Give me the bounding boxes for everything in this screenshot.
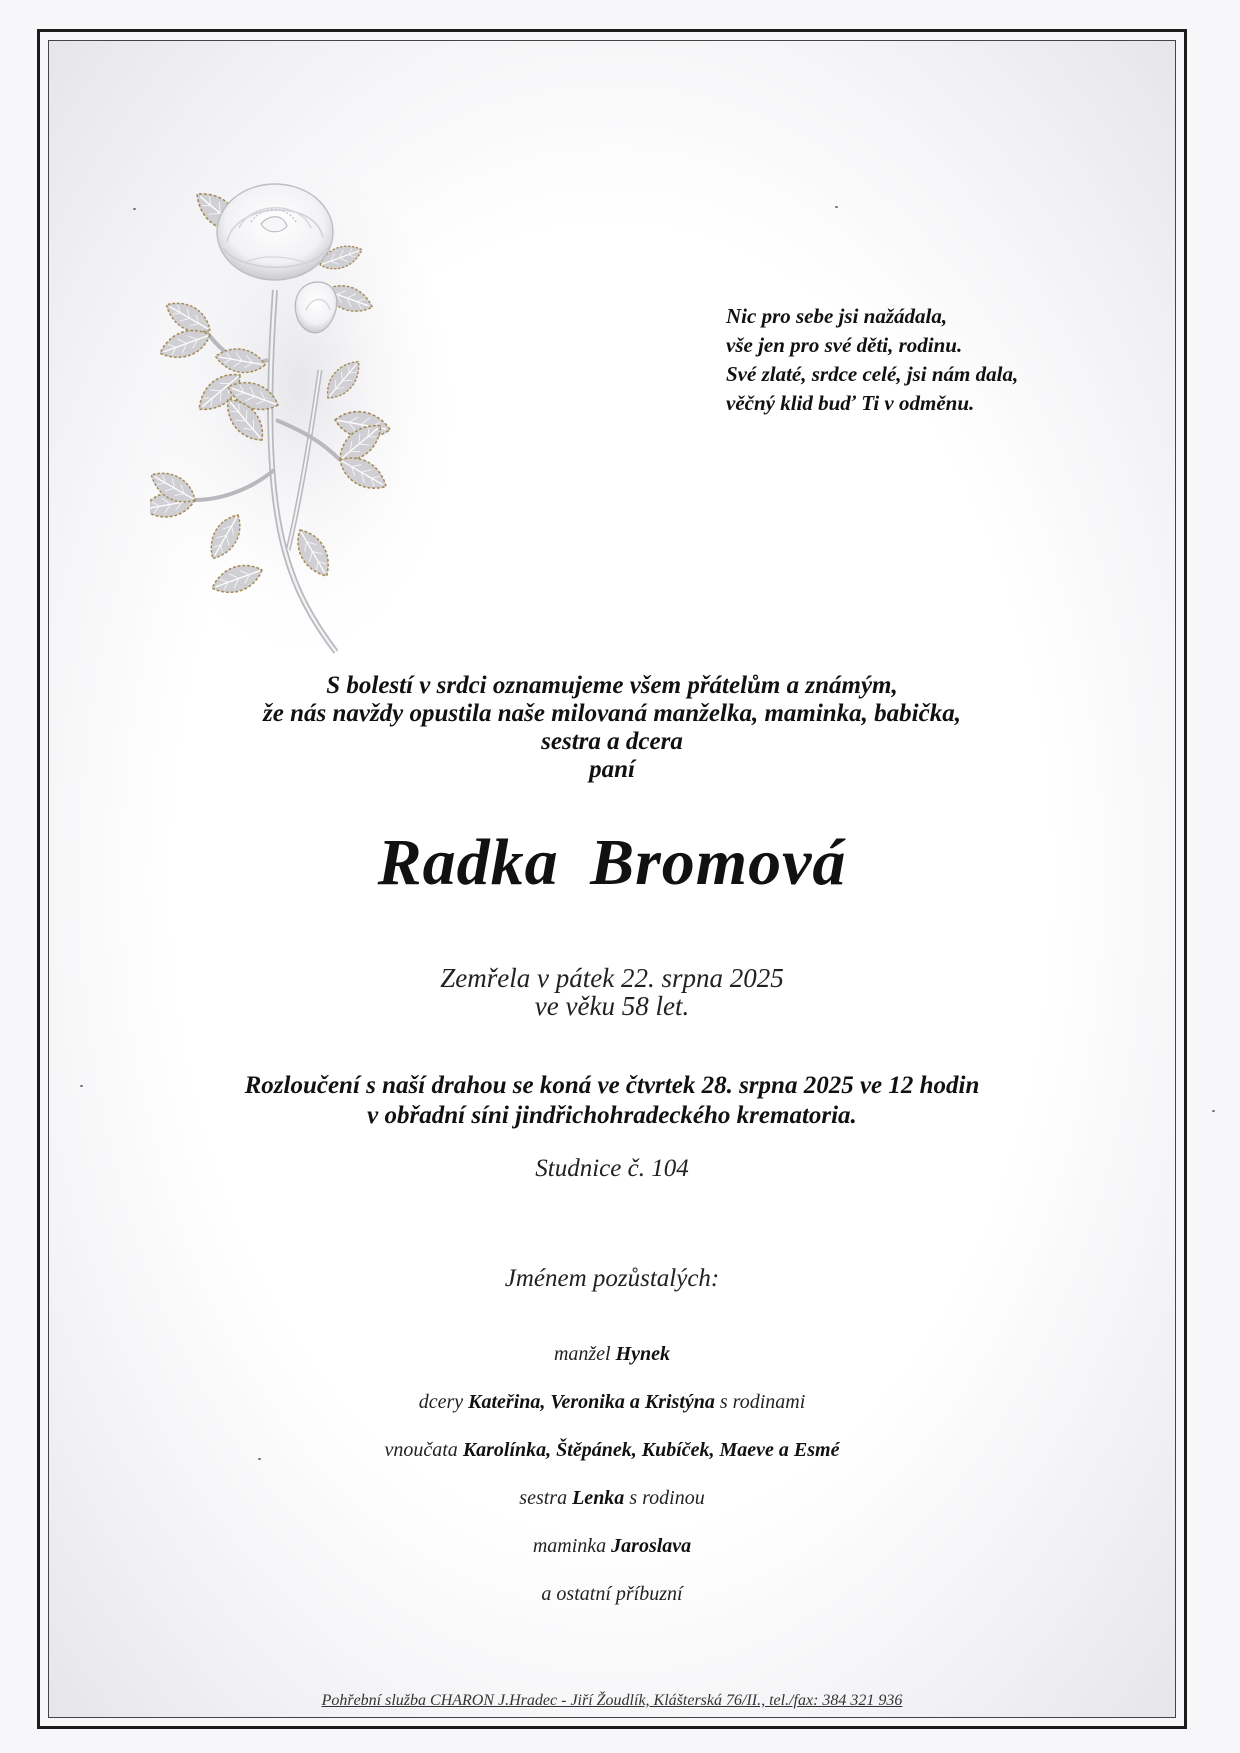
deceased-name: Radka Bromová [377, 826, 847, 899]
announcement [37, 672, 1187, 784]
announcement-line: S bolestí v srdci oznamujeme všem přátelům a známým, [326, 672, 898, 699]
on-behalf-heading: Jménem pozůstalých: [504, 1265, 720, 1292]
relative-names: Lenka [572, 1487, 625, 1509]
announcement-line: sestra a dcera [541, 728, 683, 755]
poem-line: vše jen pro své děti, rodinu. [726, 333, 963, 357]
paper-speck [133, 208, 136, 210]
death-age: ve věku 58 let. [534, 991, 690, 1021]
paper-speck [1212, 1110, 1215, 1112]
relative-row [37, 1522, 1187, 1570]
relative-relation: maminka [532, 1535, 607, 1557]
poem-line: Své zlaté, srdce celé, jsi nám dala, [726, 362, 1019, 386]
poem-line: věčný klid buď Ti v odměnu. [726, 391, 975, 415]
rose-icon [150, 170, 450, 660]
address: Studnice č. 104 [535, 1155, 689, 1182]
relative-relation: sestra [519, 1487, 568, 1509]
relative-relation: vnoučata [384, 1439, 458, 1461]
announcement-line: že nás navždy opustila naše milovaná manželka, maminka, babička, [263, 700, 961, 727]
funeral-place: v obřadní síni jindřichohradeckého krematoria. [367, 1102, 857, 1129]
announcement-line: paní [589, 756, 635, 783]
relative-row [37, 1426, 1187, 1474]
relative-names: Karolínka, Štěpánek, Kubíček, Maeve a Esmé [462, 1439, 840, 1461]
relative-row [37, 1474, 1187, 1522]
relative-names: Kateřina, Veronika a Kristýna [468, 1391, 715, 1413]
relative-relation: dcery [418, 1391, 464, 1413]
relative-row [37, 1330, 1187, 1378]
poem-line: Nic pro sebe jsi nažádala, [726, 304, 948, 328]
relative-row [37, 1378, 1187, 1426]
relative-row [37, 1570, 1187, 1618]
paper-speck [835, 206, 838, 208]
relative-suffix: s rodinou [629, 1487, 705, 1509]
relative-suffix: s rodinami [719, 1391, 806, 1413]
relative-relation: manžel [553, 1343, 611, 1365]
footer-funeral-service: Pohřební služba CHARON J.Hradec - Jiří Žoudlík, Klášterská 76/II., tel./fax: 384 321 936 [321, 1692, 903, 1709]
death-date: Zemřela v pátek 22. srpna 2025 [440, 963, 784, 993]
relative-names: Hynek [615, 1343, 671, 1365]
funeral-info [37, 1071, 1187, 1131]
relatives-list [37, 1330, 1187, 1618]
funeral-date: Rozloučení s naší drahou se koná ve čtvrtek 28. srpna 2025 ve 12 hodin [244, 1072, 980, 1099]
poem [726, 302, 1086, 418]
footer [37, 1692, 1187, 1710]
death-info [37, 964, 1187, 1020]
relative-names: Jaroslava [611, 1535, 692, 1557]
relative-relation: a ostatní příbuzní [541, 1583, 683, 1605]
